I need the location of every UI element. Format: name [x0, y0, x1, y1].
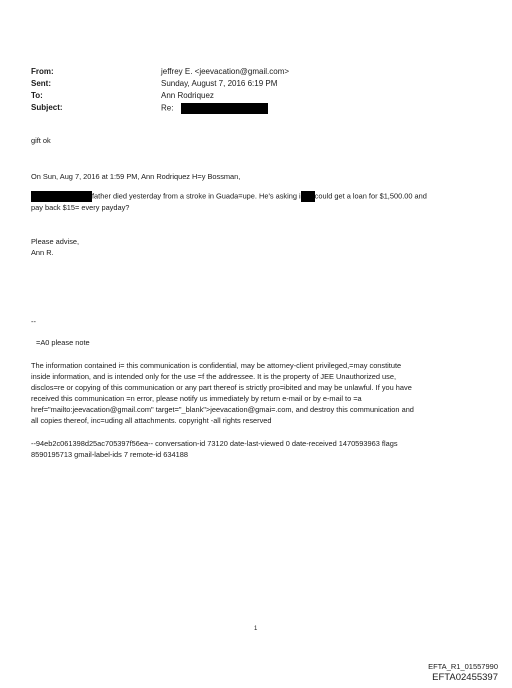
quote-line-1a: father died yesterday from a stroke in Guada=upe. He's asking i	[92, 191, 301, 201]
quote-line-1b: could get a loan for $1,500.00 and	[314, 191, 427, 201]
disclaimer-line: disclos=re or copying of this communication or any part thereof is strictly pro=ibited and may be unlawful. If you have	[31, 383, 412, 392]
metadata-line: --94eb2c061398d25ac705397f56ea-- conversation-id 73120 date-last-viewed 0 date-received 1470593963 flags	[31, 439, 398, 448]
bates-number-1: EFTA_R1_01557990	[428, 662, 498, 671]
signoff-text: Ann R.	[31, 248, 54, 257]
quote-line-1	[31, 191, 427, 202]
note-text: =A0 please note	[36, 338, 90, 347]
separator-dashes: --	[31, 317, 36, 326]
disclaimer-line: inside information, and is intended only for the use =f the addressee. It is the property of JEE Unauthorized use,	[31, 372, 397, 381]
page-number: 1	[254, 626, 258, 632]
redaction-box	[181, 103, 268, 114]
to-value: Ann Rodriquez	[161, 91, 214, 100]
sent-label: Sent:	[31, 79, 51, 88]
from-label: From:	[31, 67, 54, 76]
from-value: jeffrey E. <jeevacation@gmail.com>	[161, 67, 290, 76]
subject-line	[161, 103, 268, 114]
disclaimer-line: href="mailto:jeevacation@gmail.com" target="_blank">jeevacation@gmai=.com, and destroy this communication and	[31, 405, 414, 414]
disclaimer-line: received this communication =n error, please notify us immediately by return e-mail or by e-mail to =a	[31, 394, 362, 403]
subject-value: Re:	[161, 103, 174, 113]
redaction-box	[301, 191, 315, 202]
quote-intro: On Sun, Aug 7, 2016 at 1:59 PM, Ann Rodriquez H=y Bossman,	[31, 172, 241, 181]
to-label: To:	[31, 91, 43, 100]
advise-text: Please advise,	[31, 237, 80, 246]
disclaimer-line: all copies thereof, inc=uding all attachments. copyright -all rights reserved	[31, 416, 272, 425]
subject-label: Subject:	[31, 103, 63, 112]
reply-text: gift ok	[31, 136, 51, 145]
redaction-box	[31, 191, 92, 202]
sent-value: Sunday, August 7, 2016 6:19 PM	[161, 79, 278, 88]
quote-line-2: pay back $15= every payday?	[31, 203, 130, 212]
disclaimer-line: The information contained i= this communication is confidential, may be attorney-client privileged,=may constitute	[31, 361, 402, 370]
metadata-line: 8590195713 gmail-label-ids 7 remote-id 634188	[31, 450, 188, 459]
bates-number-2: EFTA02455397	[432, 672, 498, 683]
